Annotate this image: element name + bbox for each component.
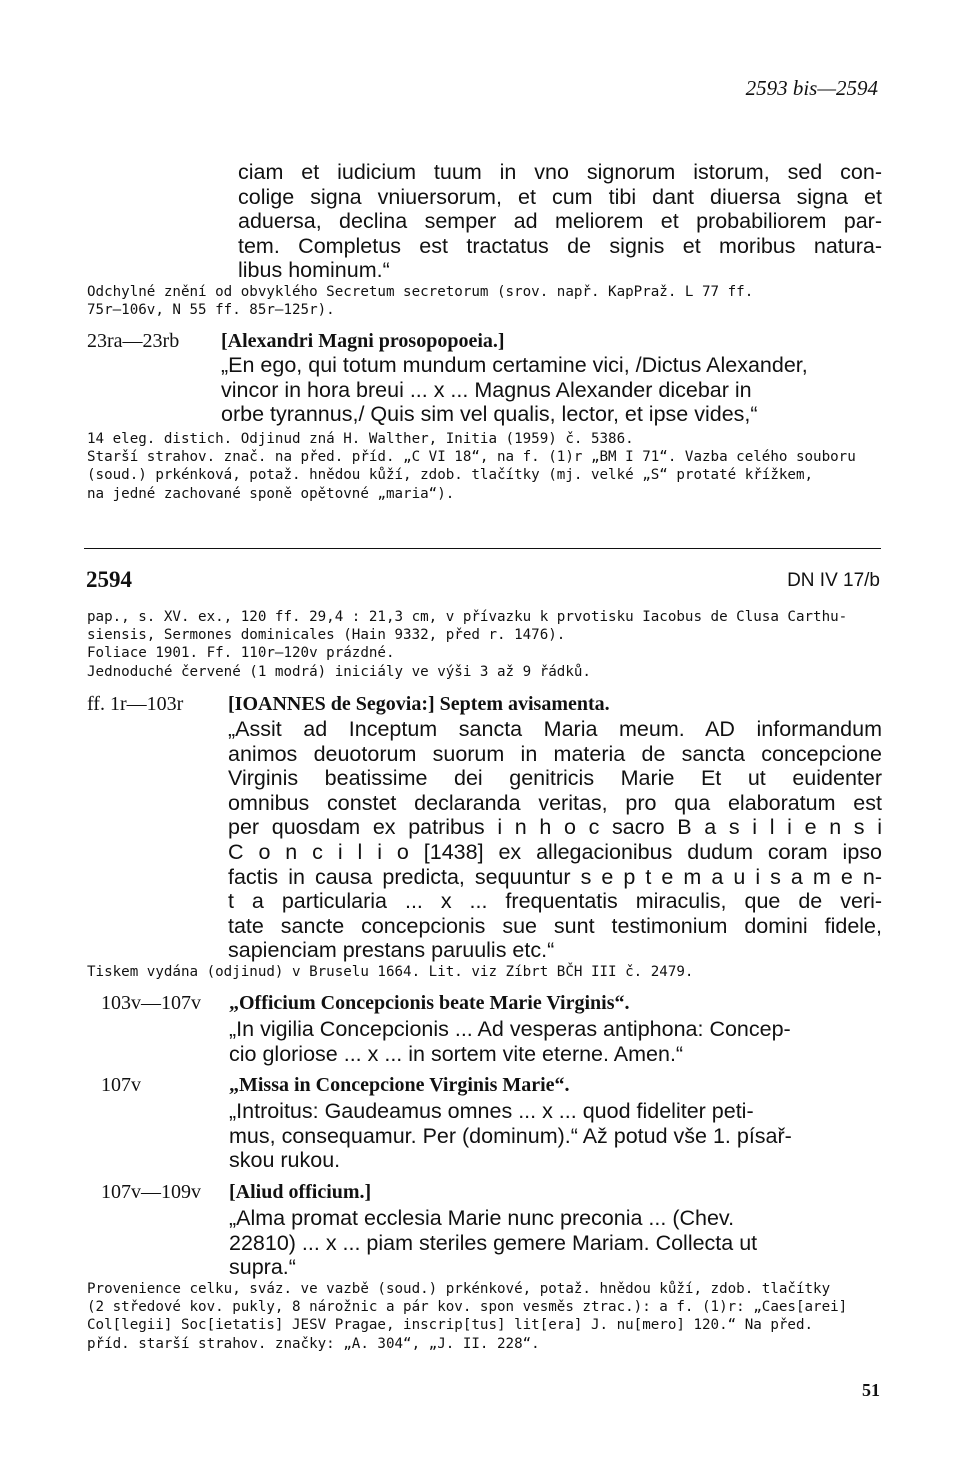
text-line: „Assit ad Inceptum sancta Maria meum. AD informandum xyxy=(228,717,882,741)
entry-number: 2594 xyxy=(86,567,132,592)
note-line: příd. starší strahov. značky: „A. 304“, „J. II. 228“. xyxy=(87,1335,540,1352)
text-line: Virginis beatissime dei genitricis Marie Et ut euidenter xyxy=(228,766,882,791)
section-text xyxy=(221,353,808,427)
section-title: [IOANNES de Segovia:] Septem avisamenta. xyxy=(228,693,610,715)
text-line: ciam et iudicium tuum in vno signorum istorum, sed con- xyxy=(238,160,882,184)
note-line: pap., s. XV. ex., 120 ff. 29,4 : 21,3 cm, v přívazku k prvotisku Iacobus de Clusa Carthu- xyxy=(87,609,848,625)
note-line: Provenience celku, sváz. ve vazbě (soud.) prkénkové, potaž. hnědou kůží, zdob. tlačítky xyxy=(87,1281,831,1297)
text-line: orbe tyrannus,/ Quis sim vel qualis, lector, et ipse vides,“ xyxy=(221,402,758,427)
section-text xyxy=(229,1017,791,1066)
text-line: 22810) ... x ... piam steriles gemere Mariam. Collecta ut xyxy=(229,1230,758,1255)
provenience-note xyxy=(87,1280,847,1353)
shelf-signature: DN IV 17/b xyxy=(787,570,880,591)
note-line: Odchylné znění od obvyklého Secretum secretorum (srov. např. KapPraž. L 77 ff. xyxy=(87,284,754,300)
text-line: supra.“ xyxy=(229,1255,296,1280)
text-line: „En ego, qui totum mundum certamine vici, /Dictus Alexander, xyxy=(221,353,808,377)
text-line: factis in causa predicta, sequuntur s e p t e m a u i s a m e n- xyxy=(228,864,882,889)
text-line: mus, consequamur. Per (dominum).“ Až potud vše 1. písař- xyxy=(229,1123,792,1148)
note-bibliography xyxy=(87,430,856,503)
section-title: „Officium Concepcionis beate Marie Virginis“. xyxy=(229,992,630,1014)
continuation-text xyxy=(238,160,882,283)
note-line: Col[legii] Soc[ietatis] JESV Pragae, inscrip[tus] lit[era] J. nu[mero] 120.“ Na před. xyxy=(87,1317,814,1334)
note-line: Foliace 1901. Ff. 110r—120v prázdné. xyxy=(87,645,395,662)
text-line: cio gloriose ... x ... in sortem vite eterne. Amen.“ xyxy=(229,1041,684,1066)
section-title: „Missa in Concepcione Virginis Marie“. xyxy=(229,1074,570,1096)
section-divider xyxy=(84,548,881,549)
text-line: colige signa vniuersorum, et cum tibi dant diuersa signa et xyxy=(238,184,882,209)
text-line: skou rukou. xyxy=(229,1148,341,1173)
text-line: omnibus constet declaranda veritas, pro qua elaboratum est xyxy=(228,790,882,815)
page-number: 51 xyxy=(862,1380,880,1400)
note-line: Starší strahov. znač. na před. příd. „C VI 18“, na f. (1)r „BM I 71“. Vazba celého souboru xyxy=(87,449,856,466)
section-text xyxy=(228,717,882,963)
text-line: aduersa, declina semper ad meliorem et probabiliorem par- xyxy=(238,209,882,234)
section-text xyxy=(229,1206,757,1280)
note-line: (2 středové kov. pukly, 8 nárožnic a pár kov. spon vesměs ztrac.): a f. (1)r: „Caes[arei] xyxy=(87,1299,848,1316)
text-line: „Introitus: Gaudeamus omnes ... x ... quod fideliter peti- xyxy=(229,1099,754,1123)
entry-description xyxy=(87,608,847,681)
text-line: tem. Completus est tractatus de signis et moribus natura- xyxy=(238,233,882,258)
note-line: (soud.) prkénková, potaž. hnědou kůží, zdob. tlačítky (mj. velké „S“ protaté křížkem, xyxy=(87,467,814,484)
folio-ref: ff. 1r—103r xyxy=(87,693,184,715)
note-line: Jednoduché červené (1 modrá) iniciály ve výši 3 až 9 řádků. xyxy=(87,663,591,680)
folio-ref: 103v—107v xyxy=(101,992,201,1014)
section-title: [Aliud officium.] xyxy=(229,1181,372,1203)
text-line: t a particularia ... x ... frequentatis miraculis, que de veri- xyxy=(228,889,882,914)
note-line: 14 eleg. distich. Odjinud zná H. Walther, Initia (1959) č. 5386. xyxy=(87,431,634,447)
note-edition: Tiskem vydána (odjinud) v Bruselu 1664. Lit. viz Zíbrt BČH III č. 2479. xyxy=(87,964,694,980)
text-line: libus hominum.“ xyxy=(238,258,390,283)
text-line: sapienciam prestans paruulis etc.“ xyxy=(228,938,555,963)
note-line: siensis, Sermones dominicales (Hain 9332, před r. 1476). xyxy=(87,627,566,644)
folio-ref: 107v xyxy=(101,1074,141,1096)
text-line: animos deuotorum suorum in materia de sancta concepcione xyxy=(228,741,882,766)
running-header: 2593 bis—2594 xyxy=(745,76,878,100)
text-line: „Alma promat ecclesia Marie nunc preconia ... (Chev. xyxy=(229,1206,735,1230)
note-line: 75r—106v, N 55 ff. 85r—125r). xyxy=(87,302,335,319)
text-line: vincor in hora breui ... x ... Magnus Alexander dicebar in xyxy=(221,377,752,402)
note-variant xyxy=(87,283,753,319)
note-line: na jedné zachované sponě opětovné „maria“). xyxy=(87,485,455,502)
text-line: C o n c i l i o [1438] ex allegacionibus dudum coram ipso xyxy=(228,839,882,864)
folio-ref: 23ra—23rb xyxy=(87,330,180,352)
section-title: [Alexandri Magni prosopopoeia.] xyxy=(221,330,505,352)
section-text xyxy=(229,1099,792,1173)
folio-ref: 107v—109v xyxy=(101,1181,201,1203)
text-line: „In vigilia Concepcionis ... Ad vesperas antiphona: Concep- xyxy=(229,1017,791,1041)
text-line: per quosdam ex patribus i n h o c sacro B a s i l i e n s i xyxy=(228,815,882,840)
text-line: tate sancte concepcionis sue sunt testimonium domini fidele, xyxy=(228,913,882,938)
